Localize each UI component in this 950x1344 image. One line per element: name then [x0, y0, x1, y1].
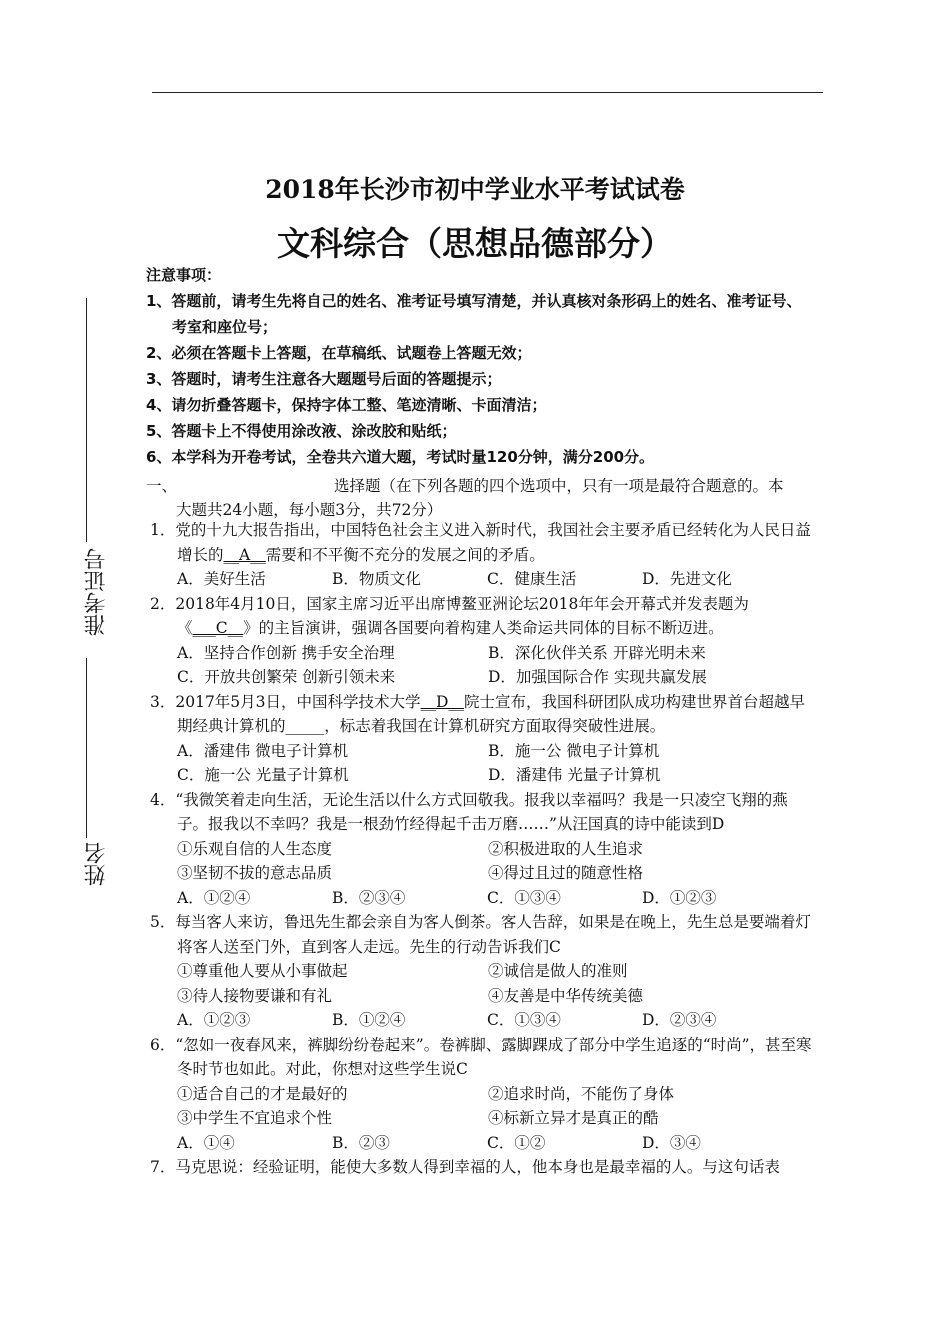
option-row	[146, 837, 816, 862]
option-item: B．施一公 微电子计算机	[488, 741, 660, 760]
question-2	[146, 592, 816, 690]
option-item: C．①②	[487, 1133, 546, 1152]
notice-block	[146, 262, 816, 470]
margin-line-id	[86, 298, 87, 542]
section-title: 选择题（在下列各题的四个选项中，只有一项是最符合题意的。本	[334, 477, 784, 495]
stem-text: 》的主旨演讲，强调各国要向着构建人类命运共同体的目标不断迈进。	[243, 619, 724, 637]
question-stem	[146, 518, 816, 567]
margin-label-name	[84, 842, 110, 886]
question-1	[146, 518, 816, 592]
notice-heading: 注意事项：	[146, 266, 222, 284]
option-row	[146, 665, 816, 690]
option-item: D．②③④	[642, 1011, 717, 1029]
answer-blank: __D__	[420, 692, 464, 711]
question-stem	[146, 910, 816, 959]
stem-text: 院士宣布，我国科研团队成功构建世界首台超越早期经典计算机的_____，标志着我国在计算机研究方面取得突破性进展。	[177, 692, 805, 735]
option-row	[146, 1008, 816, 1033]
exam-title: 2018年长沙市初中学业水平考试试卷	[265, 175, 685, 204]
option-item: C．①③④	[487, 888, 561, 907]
option-item: ②诚信是做人的准则	[488, 962, 628, 980]
question-stem	[146, 1155, 816, 1180]
option-item: A．①②④	[177, 888, 251, 907]
option-row	[146, 739, 816, 764]
option-item: A．坚持合作创新 携手安全治理	[177, 643, 395, 662]
option-item: C．开放共创繁荣 创新引领未来	[177, 668, 396, 686]
option-item: D．潘建伟 光量子计算机	[488, 766, 661, 784]
header-rule	[152, 92, 823, 93]
question-4	[146, 788, 816, 911]
stem-text: 1．党的十九大报告指出，中国特色社会主义进入新时代，我国社会主要矛盾已经转化为人民日益增长的	[150, 521, 811, 564]
question-6	[146, 1033, 816, 1156]
option-row	[146, 984, 816, 1009]
option-row	[146, 959, 816, 984]
notice-item: 1、答题前，请考生先将自己的姓名、准考证号填写清楚，并认真核对条形码上的姓名、准考证号、考室和座位号；	[146, 292, 802, 336]
notice-item: 4、请勿折叠答题卡，保持字体工整、笔迹清晰、卡面清洁；	[146, 396, 547, 414]
option-item: A．①②③	[177, 1011, 251, 1029]
stem-text: 7．马克思说：经验证明，能使大多数人得到幸福的人，他本身也是最幸福的人。与这句话表	[150, 1158, 780, 1176]
section-one-header	[146, 474, 816, 522]
stem-text: 3．2017年5月3日，中国科学技术大学	[150, 692, 421, 711]
margin-label-id	[84, 548, 110, 636]
option-item: ②积极进取的人生追求	[488, 839, 644, 858]
stem-text: 6．“忽如一夜春风来，裤脚纷纷卷起来”。卷裤脚、露脚踝成了部分中学生追逐的“时尚”，甚至寒冬时节也如此。对此，你想对这些学生说C	[150, 1035, 812, 1078]
stem-text: 4．“我微笑着走向生活，无论生活以什么方式回敬我。报我以幸福吗？我是一只凌空飞翔的燕子。报我以不幸吗？我是一根劲竹经得起千击万磨……”从汪国真的诗中能读到D	[150, 790, 788, 833]
margin-line-name	[86, 658, 87, 838]
margin-label-id-text: 准考证号	[84, 548, 109, 636]
option-item: C．①③④	[487, 1011, 561, 1029]
notice-item: 6、本学科为开卷考试，全卷共六道大题，考试时量120分钟，满分200分。	[146, 448, 655, 466]
option-item: ④友善是中华传统美德	[488, 986, 644, 1005]
stem-text: 5．每当客人来访，鲁迅先生都会亲自为客人倒茶。客人告辞，如果是在晚上，先生总是要端着灯将客人送至门外，直到客人走远。先生的行动告诉我们C	[150, 913, 811, 956]
option-row	[146, 641, 816, 666]
question-5	[146, 910, 816, 1033]
option-item: ③待人接物要谦和有礼	[177, 986, 333, 1005]
option-row	[146, 1082, 816, 1107]
option-item: ③中学生不宜追求个性	[177, 1109, 333, 1127]
option-item: ④得过且过的随意性格	[488, 864, 644, 882]
question-stem	[146, 1033, 816, 1082]
question-list	[146, 518, 816, 1180]
notice-item: 2、必须在答题卡上答题，在草稿纸、试题卷上答题无效；	[146, 344, 532, 362]
section-number: 一、	[146, 477, 178, 495]
option-item: ③坚韧不拔的意志品质	[177, 864, 333, 882]
option-item: B．②③	[332, 1133, 390, 1152]
option-item: ①适合自己的才是最好的	[177, 1084, 348, 1103]
question-stem	[146, 592, 816, 641]
option-item: D．先进文化	[642, 570, 732, 588]
section-title-cont: 大题共24小题，每小题3分，共72分）	[176, 501, 443, 519]
notice-item: 3、答题时，请考生注意各大题题号后面的答题提示；	[146, 370, 502, 388]
margin-label-name-text: 姓名	[84, 842, 109, 886]
option-item: B．②③④	[332, 888, 406, 907]
option-item: A．潘建伟 微电子计算机	[177, 741, 349, 760]
option-row	[146, 861, 816, 886]
stem-text: 2．2018年4月10日，国家主席习近平出席博鳌亚洲论坛2018年年会开幕式并发表题为《	[150, 594, 749, 637]
answer-blank: __A__	[223, 545, 266, 564]
option-item: D．加强国际合作 实现共赢发展	[488, 668, 707, 686]
option-row	[146, 763, 816, 788]
option-row	[146, 886, 816, 911]
question-3	[146, 690, 816, 788]
stem-text: 需要和不平衡不充分的发展之间的矛盾。	[265, 545, 545, 564]
answer-blank: ___C__	[192, 619, 244, 637]
option-item: ②追求时尚，不能伤了身体	[488, 1084, 675, 1103]
option-item: A．①④	[177, 1133, 235, 1152]
option-row	[146, 567, 816, 592]
option-row	[146, 1131, 816, 1156]
option-item: B．物质文化	[332, 570, 421, 588]
question-stem	[146, 690, 816, 739]
option-item: ④标新立异才是真正的酷	[488, 1109, 659, 1127]
option-item: A．美好生活	[177, 570, 266, 588]
exam-subtitle: 文科综合（思想品德部分）	[277, 224, 673, 263]
option-item: C．健康生活	[487, 570, 577, 588]
option-item: D．③④	[642, 1133, 701, 1152]
notice-item: 5、答题卡上不得使用涂改液、涂改胶和贴纸；	[146, 422, 457, 440]
option-item: B．深化伙伴关系 开辟光明未来	[488, 643, 706, 662]
option-item: C．施一公 光量子计算机	[177, 766, 349, 784]
option-row	[146, 1106, 816, 1131]
option-item: ①尊重他人要从小事做起	[177, 962, 348, 980]
question-stem	[146, 788, 816, 837]
option-item: D．①②③	[642, 888, 717, 907]
question-7	[146, 1155, 816, 1180]
option-item: ①乐观自信的人生态度	[177, 839, 333, 858]
option-item: B．①②④	[332, 1011, 406, 1029]
